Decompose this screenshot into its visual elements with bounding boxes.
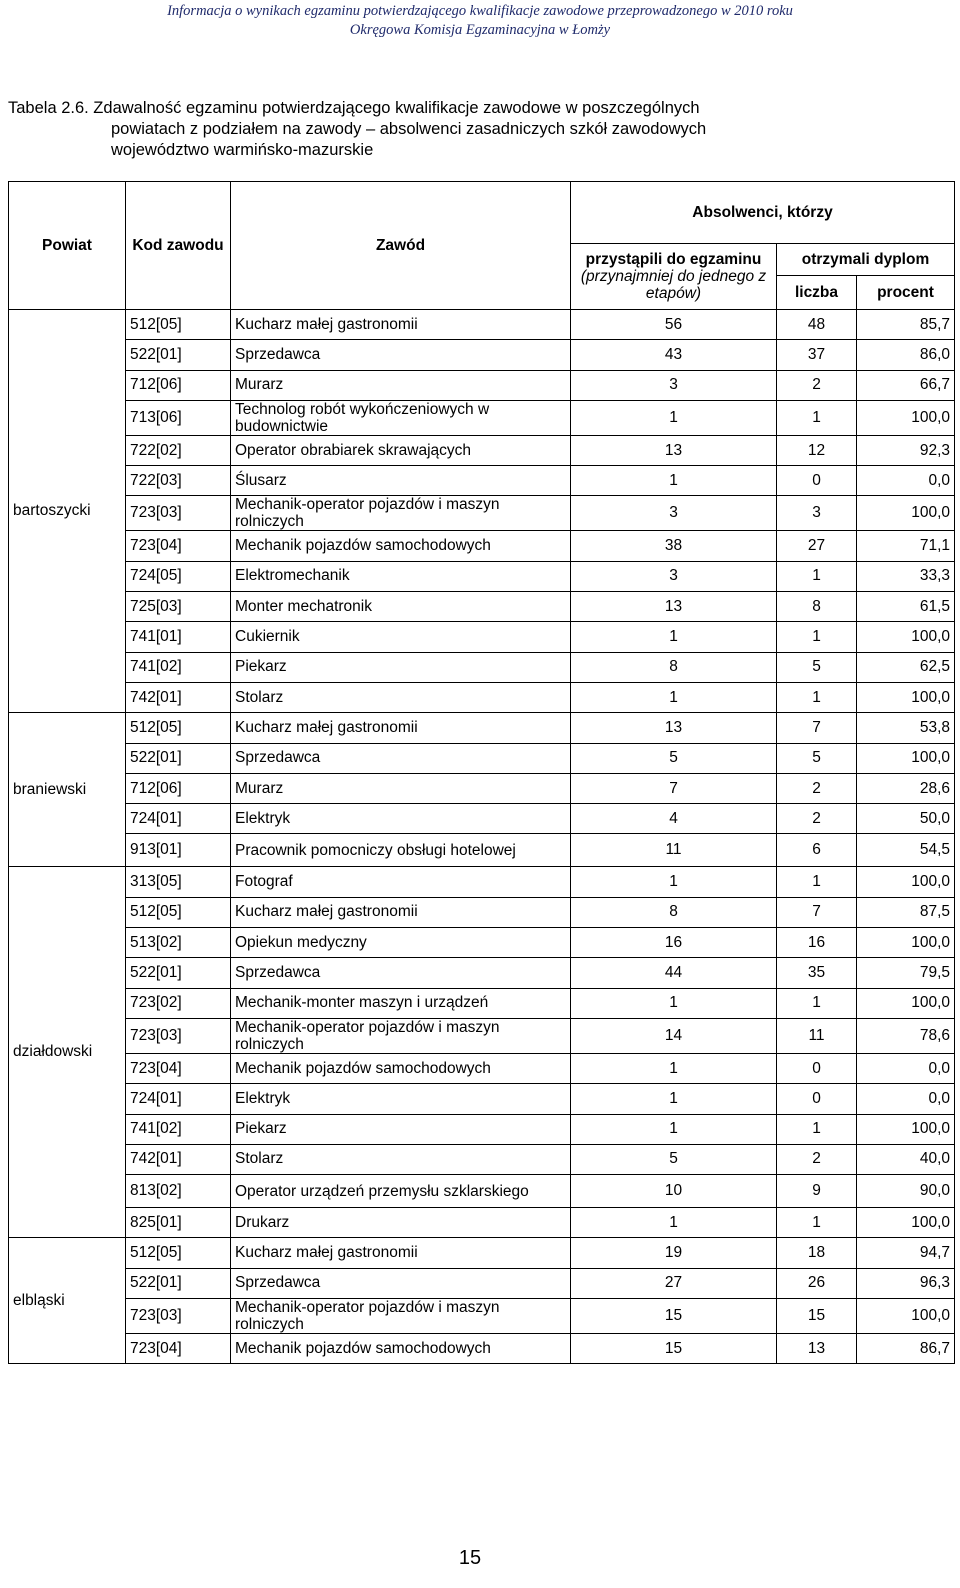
header-zawod: Zawód	[231, 182, 571, 310]
cell-przystapili: 56	[571, 310, 777, 340]
cell-liczba: 5	[777, 743, 857, 773]
cell-kod: 723[04]	[126, 531, 231, 561]
cell-zawod: Murarz	[231, 370, 571, 400]
cell-kod: 512[05]	[126, 713, 231, 743]
cell-zawod: Mechanik-operator pojazdów i maszyn rolniczych	[231, 1299, 571, 1334]
header-otrzymali: otrzymali dyplom	[777, 244, 955, 276]
cell-procent: 71,1	[857, 531, 955, 561]
cell-zawod: Sprzedawca	[231, 958, 571, 988]
cell-liczba: 9	[777, 1175, 857, 1208]
cell-zawod: Kucharz małej gastronomii	[231, 897, 571, 927]
cell-zawod: Technolog robót wykończeniowych w budownictwie	[231, 400, 571, 435]
cell-liczba: 7	[777, 897, 857, 927]
cell-procent: 61,5	[857, 592, 955, 622]
table-row	[9, 773, 955, 803]
cell-przystapili: 44	[571, 958, 777, 988]
header-line-2: Okręgowa Komisja Egzaminacyjna w Łomży	[349, 22, 611, 38]
cell-przystapili: 27	[571, 1268, 777, 1298]
cell-procent: 50,0	[857, 804, 955, 834]
cell-zawod: Murarz	[231, 773, 571, 803]
cell-kod: 513[02]	[126, 928, 231, 958]
cell-liczba: 0	[777, 466, 857, 496]
cell-liczba: 0	[777, 1084, 857, 1114]
cell-zawod: Kucharz małej gastronomii	[231, 713, 571, 743]
cell-kod: 723[04]	[126, 1334, 231, 1364]
cell-kod: 522[01]	[126, 958, 231, 988]
cell-procent: 100,0	[857, 988, 955, 1018]
cell-liczba: 35	[777, 958, 857, 988]
table-row	[9, 370, 955, 400]
cell-procent: 100,0	[857, 743, 955, 773]
cell-procent: 53,8	[857, 713, 955, 743]
cell-procent: 100,0	[857, 1208, 955, 1238]
cell-przystapili: 3	[571, 561, 777, 591]
cell-przystapili: 7	[571, 773, 777, 803]
cell-liczba: 1	[777, 622, 857, 652]
cell-procent: 85,7	[857, 310, 955, 340]
cell-zawod: Mechanik pojazdów samochodowych	[231, 531, 571, 561]
table-row	[9, 1175, 955, 1208]
cell-kod: 742[01]	[126, 1144, 231, 1174]
table-row	[9, 743, 955, 773]
cell-zawod: Mechanik pojazdów samochodowych	[231, 1053, 571, 1083]
table-body	[9, 310, 955, 1364]
cell-zawod: Elektryk	[231, 1084, 571, 1114]
table-row	[9, 867, 955, 897]
cell-procent: 94,7	[857, 1238, 955, 1268]
cell-zawod: Kucharz małej gastronomii	[231, 310, 571, 340]
cell-przystapili: 1	[571, 1208, 777, 1238]
cell-kod: 741[01]	[126, 622, 231, 652]
cell-procent: 0,0	[857, 1084, 955, 1114]
cell-zawod: Opiekun medyczny	[231, 928, 571, 958]
cell-liczba: 48	[777, 310, 857, 340]
cell-liczba: 16	[777, 928, 857, 958]
cell-kod: 512[05]	[126, 310, 231, 340]
cell-kod: 512[05]	[126, 1238, 231, 1268]
cell-kod: 741[02]	[126, 1114, 231, 1144]
cell-liczba: 2	[777, 804, 857, 834]
cell-kod: 723[03]	[126, 496, 231, 531]
cell-zawod: Sprzedawca	[231, 743, 571, 773]
cell-liczba: 26	[777, 1268, 857, 1298]
table-row	[9, 652, 955, 682]
cell-kod: 724[05]	[126, 561, 231, 591]
table-row	[9, 1053, 955, 1083]
table-row	[9, 561, 955, 591]
caption-line-1: Tabela 2.6. Zdawalność egzaminu potwierdzającego kwalifikacje zawodowe w poszczególnych	[8, 99, 700, 117]
cell-przystapili: 10	[571, 1175, 777, 1208]
cell-liczba: 6	[777, 834, 857, 867]
cell-zawod: Elektromechanik	[231, 561, 571, 591]
cell-przystapili: 14	[571, 1018, 777, 1053]
cell-przystapili: 5	[571, 743, 777, 773]
cell-procent: 100,0	[857, 867, 955, 897]
cell-kod: 712[06]	[126, 773, 231, 803]
cell-przystapili: 1	[571, 682, 777, 712]
cell-kod: 724[01]	[126, 1084, 231, 1114]
table-row	[9, 592, 955, 622]
cell-przystapili: 1	[571, 1114, 777, 1144]
cell-procent: 33,3	[857, 561, 955, 591]
cell-powiat: bartoszycki	[9, 310, 126, 713]
cell-przystapili: 1	[571, 466, 777, 496]
cell-liczba: 0	[777, 1053, 857, 1083]
cell-kod: 522[01]	[126, 1268, 231, 1298]
cell-powiat: braniewski	[9, 713, 126, 867]
cell-procent: 96,3	[857, 1268, 955, 1298]
cell-kod: 712[06]	[126, 370, 231, 400]
cell-zawod: Stolarz	[231, 682, 571, 712]
cell-liczba: 1	[777, 1114, 857, 1144]
cell-przystapili: 8	[571, 652, 777, 682]
page-number: 15	[458, 1547, 482, 1569]
cell-kod: 913[01]	[126, 834, 231, 867]
cell-zawod: Mechanik-operator pojazdów i maszyn rolniczych	[231, 496, 571, 531]
header-line-1: Informacja o wynikach egzaminu potwierdzającego kwalifikacje zawodowe przeprowadzonego w 2010 roku	[167, 3, 793, 19]
cell-zawod: Monter mechatronik	[231, 592, 571, 622]
cell-procent: 100,0	[857, 928, 955, 958]
cell-procent: 100,0	[857, 1299, 955, 1334]
cell-przystapili: 13	[571, 592, 777, 622]
cell-zawod: Piekarz	[231, 652, 571, 682]
cell-przystapili: 1	[571, 867, 777, 897]
table-row	[9, 531, 955, 561]
table-row	[9, 1114, 955, 1144]
cell-procent: 0,0	[857, 466, 955, 496]
table-row	[9, 435, 955, 465]
cell-liczba: 2	[777, 773, 857, 803]
table-row	[9, 1268, 955, 1298]
table-row	[9, 988, 955, 1018]
cell-kod: 522[01]	[126, 743, 231, 773]
cell-liczba: 1	[777, 400, 857, 435]
cell-kod: 722[02]	[126, 435, 231, 465]
caption-line-2: powiatach z podziałem na zawody – absolwenci zasadniczych szkół zawodowych	[111, 120, 707, 138]
table-row	[9, 834, 955, 867]
cell-kod: 713[06]	[126, 400, 231, 435]
cell-kod: 741[02]	[126, 652, 231, 682]
cell-procent: 100,0	[857, 496, 955, 531]
cell-kod: 723[04]	[126, 1053, 231, 1083]
table-row	[9, 310, 955, 340]
table-row	[9, 466, 955, 496]
cell-kod: 522[01]	[126, 340, 231, 370]
cell-procent: 100,0	[857, 1114, 955, 1144]
cell-przystapili: 3	[571, 370, 777, 400]
table-row	[9, 1299, 955, 1334]
header-powiat: Powiat	[9, 182, 126, 310]
cell-procent: 87,5	[857, 897, 955, 927]
cell-przystapili: 1	[571, 988, 777, 1018]
table-row	[9, 1208, 955, 1238]
cell-procent: 100,0	[857, 622, 955, 652]
cell-liczba: 18	[777, 1238, 857, 1268]
table-row	[9, 1144, 955, 1174]
table-row	[9, 1018, 955, 1053]
cell-liczba: 27	[777, 531, 857, 561]
header-przystapili-label: przystąpili do egzaminu	[585, 251, 762, 268]
cell-procent: 90,0	[857, 1175, 955, 1208]
cell-przystapili: 15	[571, 1334, 777, 1364]
cell-liczba: 1	[777, 988, 857, 1018]
cell-przystapili: 43	[571, 340, 777, 370]
table-row	[9, 496, 955, 531]
cell-zawod: Kucharz małej gastronomii	[231, 1238, 571, 1268]
table-row	[9, 804, 955, 834]
cell-liczba: 11	[777, 1018, 857, 1053]
cell-liczba: 2	[777, 370, 857, 400]
table-row	[9, 400, 955, 435]
cell-przystapili: 13	[571, 713, 777, 743]
cell-zawod: Operator urządzeń przemysłu szklarskiego	[231, 1175, 571, 1208]
cell-zawod: Stolarz	[231, 1144, 571, 1174]
cell-procent: 79,5	[857, 958, 955, 988]
cell-przystapili: 38	[571, 531, 777, 561]
cell-przystapili: 15	[571, 1299, 777, 1334]
cell-przystapili: 1	[571, 622, 777, 652]
cell-procent: 66,7	[857, 370, 955, 400]
cell-kod: 742[01]	[126, 682, 231, 712]
page-header	[0, 0, 960, 57]
cell-liczba: 1	[777, 867, 857, 897]
cell-zawod: Fotograf	[231, 867, 571, 897]
cell-liczba: 8	[777, 592, 857, 622]
cell-kod: 722[03]	[126, 466, 231, 496]
cell-procent: 100,0	[857, 400, 955, 435]
cell-procent: 78,6	[857, 1018, 955, 1053]
table-row	[9, 928, 955, 958]
cell-procent: 28,6	[857, 773, 955, 803]
header-absolwenci: Absolwenci, którzy	[571, 182, 955, 244]
cell-liczba: 37	[777, 340, 857, 370]
cell-liczba: 5	[777, 652, 857, 682]
cell-przystapili: 1	[571, 1084, 777, 1114]
table-row	[9, 682, 955, 712]
cell-liczba: 2	[777, 1144, 857, 1174]
results-table	[8, 181, 955, 1364]
cell-kod: 724[01]	[126, 804, 231, 834]
table-row	[9, 1238, 955, 1268]
header-procent: procent	[857, 276, 955, 310]
cell-przystapili: 11	[571, 834, 777, 867]
cell-procent: 92,3	[857, 435, 955, 465]
cell-kod: 313[05]	[126, 867, 231, 897]
cell-przystapili: 1	[571, 400, 777, 435]
cell-procent: 100,0	[857, 682, 955, 712]
cell-przystapili: 16	[571, 928, 777, 958]
cell-przystapili: 19	[571, 1238, 777, 1268]
table-header	[9, 182, 955, 310]
cell-powiat: działdowski	[9, 867, 126, 1238]
cell-przystapili: 13	[571, 435, 777, 465]
table-row	[9, 713, 955, 743]
table-row	[9, 340, 955, 370]
cell-zawod: Ślusarz	[231, 466, 571, 496]
header-liczba: liczba	[777, 276, 857, 310]
table-row	[9, 622, 955, 652]
cell-zawod: Operator obrabiarek skrawających	[231, 435, 571, 465]
cell-zawod: Cukiernik	[231, 622, 571, 652]
cell-przystapili: 8	[571, 897, 777, 927]
cell-zawod: Elektryk	[231, 804, 571, 834]
cell-przystapili: 4	[571, 804, 777, 834]
table-row	[9, 1084, 955, 1114]
cell-zawod: Pracownik pomocniczy obsługi hotelowej	[231, 834, 571, 867]
cell-zawod: Sprzedawca	[231, 1268, 571, 1298]
header-kod: Kod zawodu	[126, 182, 231, 310]
cell-liczba: 3	[777, 496, 857, 531]
cell-procent: 62,5	[857, 652, 955, 682]
cell-zawod: Mechanik pojazdów samochodowych	[231, 1334, 571, 1364]
cell-liczba: 15	[777, 1299, 857, 1334]
cell-procent: 86,0	[857, 340, 955, 370]
cell-kod: 723[03]	[126, 1299, 231, 1334]
cell-kod: 512[05]	[126, 897, 231, 927]
table-row	[9, 958, 955, 988]
header-przystapili-note: (przynajmniej do jednego z etapów)	[580, 268, 767, 302]
cell-zawod: Mechanik-operator pojazdów i maszyn rolniczych	[231, 1018, 571, 1053]
table-caption	[8, 98, 948, 161]
cell-przystapili: 1	[571, 1053, 777, 1083]
caption-line-3: województwo warmińsko-mazurskie	[111, 141, 374, 159]
cell-procent: 0,0	[857, 1053, 955, 1083]
cell-zawod: Drukarz	[231, 1208, 571, 1238]
cell-kod: 723[02]	[126, 988, 231, 1018]
cell-liczba: 1	[777, 1208, 857, 1238]
cell-kod: 813[02]	[126, 1175, 231, 1208]
header-przystapili	[571, 244, 777, 310]
cell-procent: 40,0	[857, 1144, 955, 1174]
cell-powiat: elbląski	[9, 1238, 126, 1364]
cell-procent: 54,5	[857, 834, 955, 867]
table-row	[9, 897, 955, 927]
cell-zawod: Mechanik-monter maszyn i urządzeń	[231, 988, 571, 1018]
cell-liczba: 7	[777, 713, 857, 743]
cell-przystapili: 3	[571, 496, 777, 531]
table-row	[9, 1334, 955, 1364]
cell-kod: 825[01]	[126, 1208, 231, 1238]
cell-kod: 725[03]	[126, 592, 231, 622]
cell-przystapili: 5	[571, 1144, 777, 1174]
cell-kod: 723[03]	[126, 1018, 231, 1053]
cell-procent: 86,7	[857, 1334, 955, 1364]
cell-zawod: Piekarz	[231, 1114, 571, 1144]
cell-liczba: 1	[777, 561, 857, 591]
cell-liczba: 1	[777, 682, 857, 712]
cell-liczba: 13	[777, 1334, 857, 1364]
cell-zawod: Sprzedawca	[231, 340, 571, 370]
cell-liczba: 12	[777, 435, 857, 465]
